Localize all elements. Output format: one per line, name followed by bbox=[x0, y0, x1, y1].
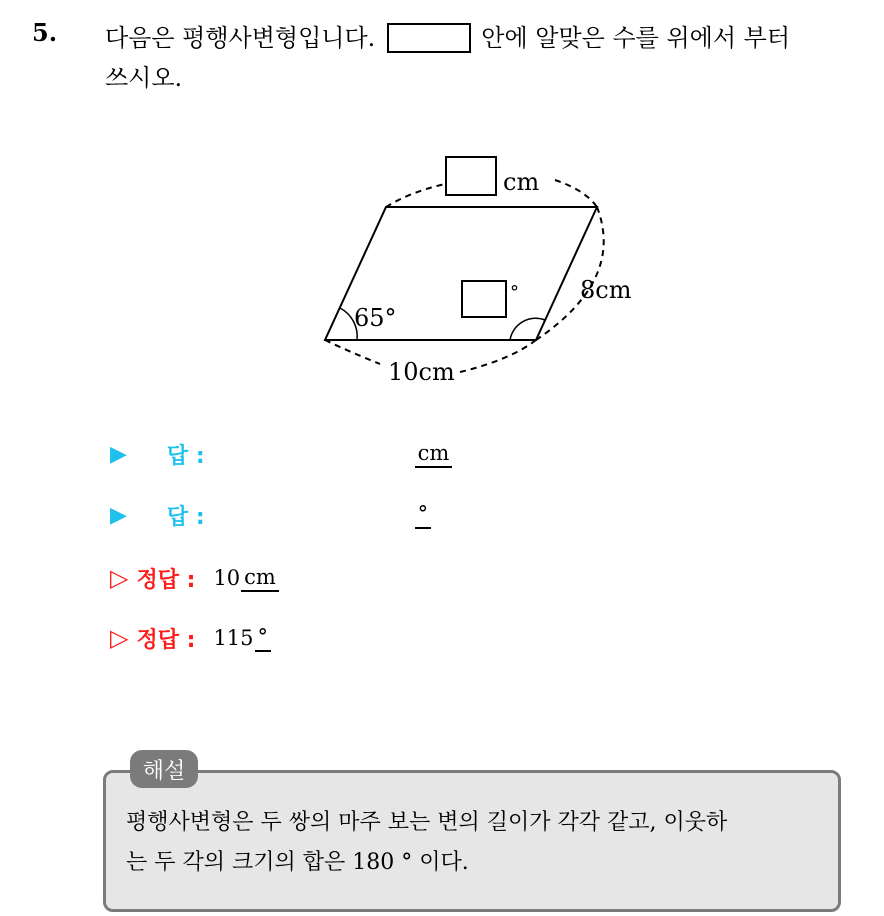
answer-unit[interactable]: ° bbox=[415, 502, 432, 529]
angle-65-label: 65° bbox=[354, 304, 397, 332]
correct-answer-label: 정답 : bbox=[136, 627, 196, 653]
answer-label: 답 : bbox=[166, 504, 205, 530]
correct-answer-unit: cm bbox=[241, 565, 279, 592]
correct-answer-value: 10 bbox=[213, 566, 241, 590]
question-text-part2: 안에 알맞은 수를 위에서 부터 bbox=[481, 24, 791, 52]
outline-play-icon: ▷ bbox=[110, 624, 129, 652]
right-side-label: 8cm bbox=[580, 276, 632, 304]
answer-unit[interactable]: cm bbox=[415, 441, 453, 468]
explanation-tab: 해설 bbox=[130, 750, 198, 788]
top-dimension-arc-left bbox=[386, 184, 445, 207]
top-side-unit-label: cm bbox=[503, 168, 540, 196]
correct-answer-row-2 bbox=[110, 618, 610, 658]
bottom-dimension-arc-right bbox=[460, 340, 536, 372]
play-icon: ▶ bbox=[110, 441, 127, 467]
outline-play-icon: ▷ bbox=[110, 564, 129, 592]
question-text bbox=[105, 18, 865, 98]
bottom-side-label: 10cm bbox=[388, 358, 455, 386]
answer-label: 답 : bbox=[166, 443, 205, 469]
top-dimension-arc-right bbox=[555, 180, 597, 207]
answer-row-1 bbox=[110, 434, 610, 474]
blank-box bbox=[387, 23, 471, 53]
explanation-line-2: 는 두 각의 크기의 합은 180 ° 이다. bbox=[126, 850, 469, 875]
inner-angle-unit: ° bbox=[510, 282, 519, 303]
correct-answer-row-1 bbox=[110, 558, 610, 598]
angle-answer-box bbox=[462, 281, 506, 317]
explanation-text bbox=[126, 803, 826, 883]
correct-answer-value: 115 bbox=[213, 626, 254, 650]
correct-answer-unit: ° bbox=[255, 625, 272, 652]
bottom-dimension-arc-left bbox=[325, 340, 380, 364]
explanation-line-1: 평행사변형은 두 쌍의 마주 보는 변의 길이가 각각 같고, 이웃하 bbox=[126, 810, 728, 835]
play-icon: ▶ bbox=[110, 502, 127, 528]
correct-answer-label: 정답 : bbox=[136, 567, 196, 593]
parallelogram-figure bbox=[300, 140, 680, 400]
question-text-part1: 다음은 평행사변형입니다. bbox=[105, 24, 376, 52]
top-side-answer-box bbox=[446, 157, 496, 195]
question-text-line2: 쓰시오. bbox=[105, 64, 183, 92]
answer-row-2 bbox=[110, 495, 610, 535]
question-number: 5. bbox=[32, 18, 58, 47]
